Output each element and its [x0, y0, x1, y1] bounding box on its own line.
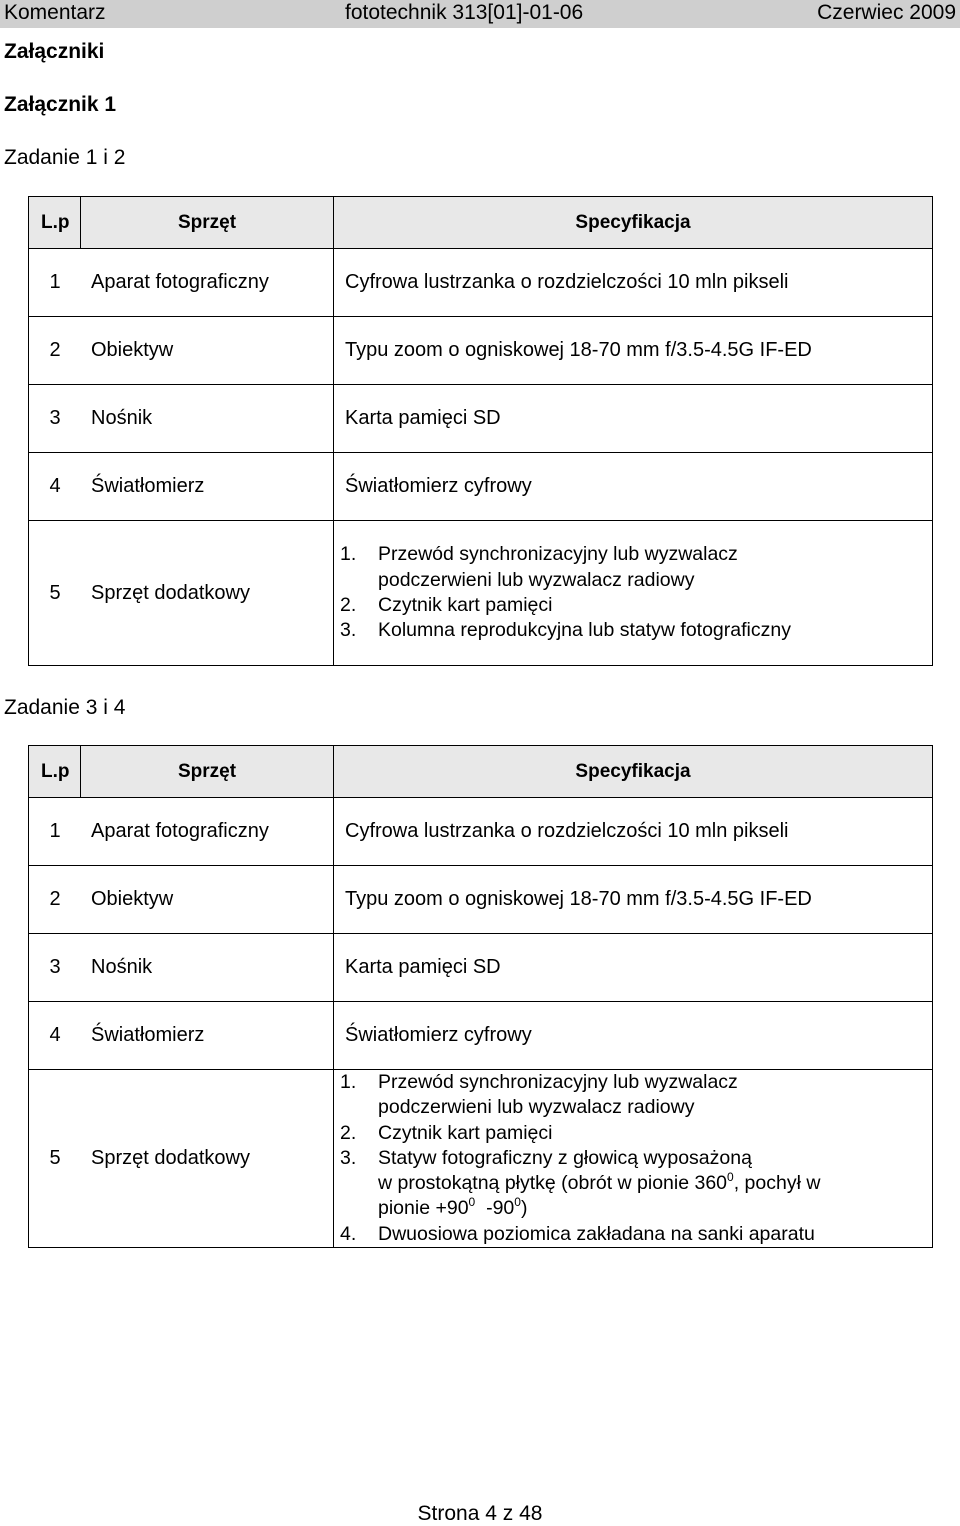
- equipment-spec: Światłomierz cyfrowy: [334, 453, 933, 521]
- table-header-row: [29, 197, 933, 249]
- list-item: 1. Przewód synchronizacyjny lub wyzwalacz podczerwieni lub wyzwalacz radiowy: [340, 1071, 738, 1119]
- table-row: [29, 385, 933, 453]
- table-row: [29, 317, 933, 385]
- equipment-spec: Typu zoom o ogniskowej 18-70 mm f/3.5-4.5G IF-ED: [334, 866, 933, 934]
- column-header-specification: Specyfikacja: [334, 746, 933, 798]
- equipment-name: Nośnik: [91, 956, 153, 978]
- equipment-spec: Cyfrowa lustrzanka o rozdzielczości 10 mln pikseli: [334, 798, 933, 866]
- list-item: 2. Czytnik kart pamięci: [340, 594, 553, 616]
- list-item: 1. Przewód synchronizacyjny lub wyzwalacz podczerwieni lub wyzwalacz radiowy: [340, 543, 738, 591]
- row-number: 3: [49, 956, 61, 978]
- table-row: [29, 866, 933, 934]
- equipment-table-task1: [28, 196, 933, 666]
- column-header-equipment: Sprzęt: [81, 197, 334, 249]
- table-row: [29, 453, 933, 521]
- page-number: Strona 4 z 48: [417, 1502, 543, 1525]
- equipment-spec: Karta pamięci SD: [334, 385, 933, 453]
- header-date: Czerwiec 2009: [817, 1, 956, 24]
- accessories-list: [334, 542, 932, 643]
- column-header-specification: Specyfikacja: [334, 197, 933, 249]
- accessories-list: [334, 1070, 932, 1247]
- equipment-spec: Cyfrowa lustrzanka o rozdzielczości 10 mln pikseli: [334, 249, 933, 317]
- list-item: 4. Dwuosiowa poziomica zakładana na sanki aparatu: [340, 1222, 815, 1245]
- table-row: [29, 798, 933, 866]
- equipment-name: Obiektyw: [91, 888, 174, 910]
- equipment-spec: Karta pamięci SD: [334, 934, 933, 1002]
- equipment-name: Obiektyw: [91, 339, 174, 361]
- row-number: 4: [49, 1024, 61, 1046]
- equipment-name: Aparat fotograficzny: [91, 271, 269, 293]
- column-header-lp: L.p: [29, 746, 81, 798]
- row-number: 3: [49, 407, 61, 429]
- row-number: 1: [49, 271, 61, 293]
- row-number: 5: [49, 581, 61, 604]
- equipment-spec: Typu zoom o ogniskowej 18-70 mm f/3.5-4.5G IF-ED: [334, 317, 933, 385]
- column-header-lp: L.p: [29, 197, 81, 249]
- equipment-name: Sprzęt dodatkowy: [91, 1147, 250, 1170]
- row-number: 1: [49, 820, 61, 842]
- page-header: [0, 0, 960, 28]
- task2-title: Zadanie 3 i 4: [4, 696, 126, 719]
- list-item: 3. Kolumna reprodukcyjna lub statyw fotograficzny: [340, 619, 791, 642]
- table-row: [29, 249, 933, 317]
- table-row: [29, 934, 933, 1002]
- table-row: [29, 1070, 933, 1248]
- header-document-code: fototechnik 313[01]-01-06: [345, 1, 584, 24]
- row-number: 4: [49, 475, 61, 497]
- annex-title: Załącznik 1: [4, 93, 117, 116]
- equipment-table-task2: [28, 745, 933, 1248]
- table-row: [29, 521, 933, 666]
- table-header-row: [29, 746, 933, 798]
- table-row: [29, 1002, 933, 1070]
- column-header-equipment: Sprzęt: [81, 746, 334, 798]
- equipment-name: Nośnik: [91, 407, 153, 429]
- task1-title: Zadanie 1 i 2: [4, 146, 126, 169]
- section-title: Załączniki: [4, 40, 105, 63]
- equipment-spec: Światłomierz cyfrowy: [334, 1002, 933, 1070]
- equipment-name: Światłomierz: [91, 475, 205, 497]
- list-item: 2. Czytnik kart pamięci: [340, 1121, 553, 1144]
- row-number: 2: [49, 339, 61, 361]
- equipment-name: Światłomierz: [91, 1024, 205, 1046]
- row-number: 5: [49, 1147, 61, 1170]
- header-left-text: Komentarz: [4, 1, 106, 24]
- row-number: 2: [49, 888, 61, 910]
- equipment-name: Aparat fotograficzny: [91, 820, 269, 842]
- list-item: 3. Statyw fotograficzny z głowicą wyposażoną w prostokątną płytkę (obrót w pionie $360^0$, pochył w pionie $+90^0$ $-90^0$): [340, 1146, 821, 1220]
- equipment-name: Sprzęt dodatkowy: [91, 581, 250, 604]
